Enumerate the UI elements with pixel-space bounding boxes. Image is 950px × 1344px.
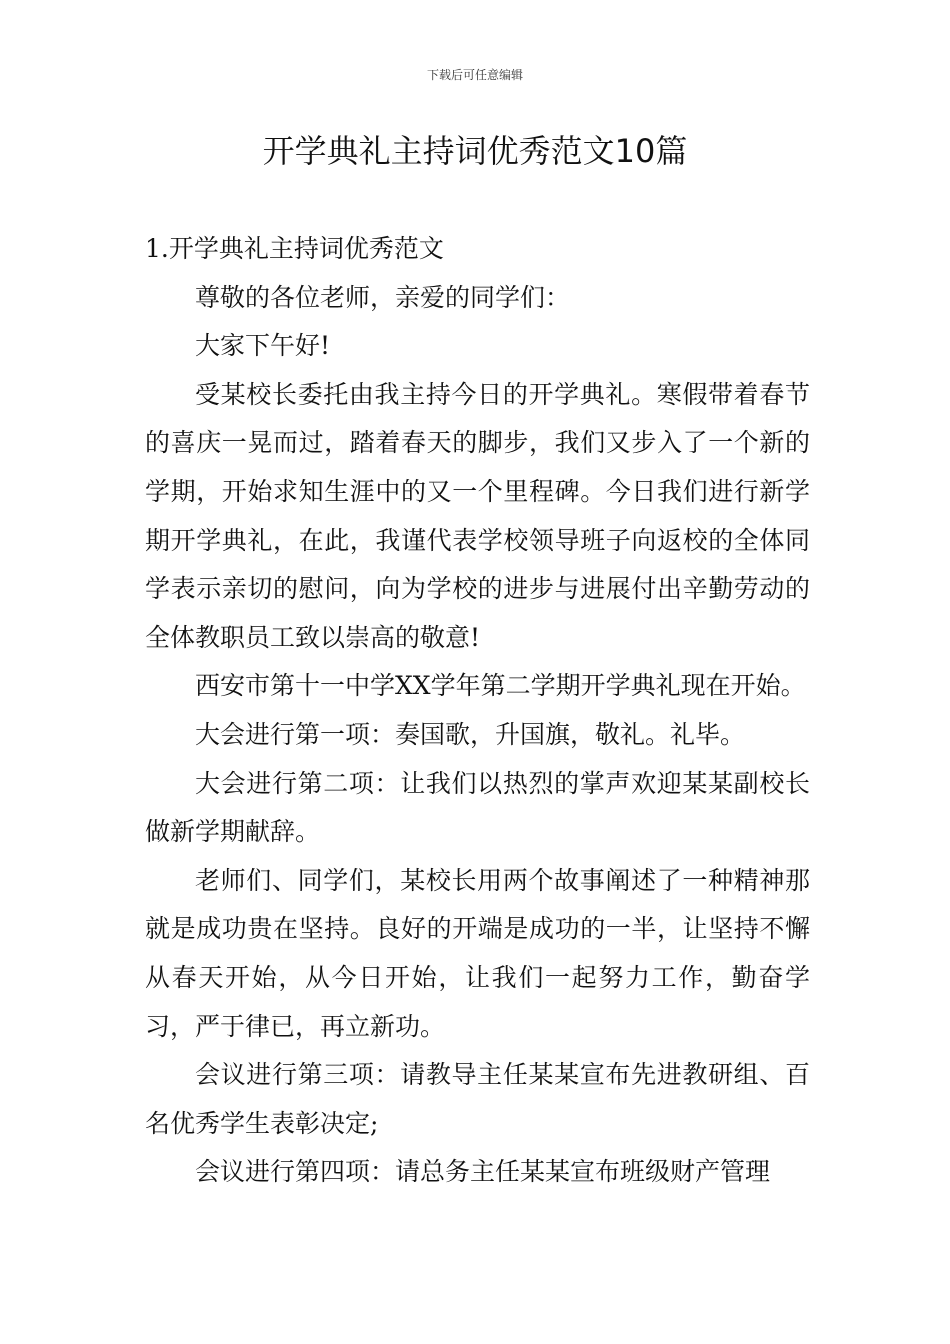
document-title: 开学典礼主持词优秀范文10篇 bbox=[262, 132, 688, 170]
paragraph-item-two: 大会进行第二项：让我们以热烈的掌声欢迎某某副校长做新学期献辞。 bbox=[145, 768, 810, 847]
paragraph-item-four: 会议进行第四项：请总务主任某某宣布班级财产管理 bbox=[195, 1157, 771, 1187]
paragraph-perseverance: 老师们、同学们，某校长用两个故事阐述了一种精神那就是成功贵在坚持。良好的开端是成功的一半，让坚持不懈从春天开始，从今日开始，让我们一起努力工作，勤奋学习，严于律已，再立新功。 bbox=[145, 865, 810, 1041]
paragraph-opening: 受某校长委托由我主持今日的开学典礼。寒假带着春节的喜庆一晃而过，踏着春天的脚步，我们又步入了一个新的学期，开始求知生涯中的又一个里程碑。今日我们进行新学期开学典礼，在此，我谨代表学校领导班子向返校的全体同学表示亲切的慰问，向为学校的进步与进展付出辛勤劳动的全体教职员工致以崇高的敬意! bbox=[145, 379, 810, 652]
section-heading: 1.开学典礼主持词优秀范文 bbox=[145, 234, 444, 263]
document-body bbox=[145, 225, 810, 1197]
paragraph-ceremony-start: 西安市第十一中学XX学年第二学期开学典礼现在开始。 bbox=[195, 671, 806, 701]
paragraph-item-one: 大会进行第一项：奏国歌，升国旗，敬礼。礼毕。 bbox=[195, 719, 746, 749]
paragraph-item-three: 会议进行第三项：请教导主任某某宣布先进教研组、百名优秀学生表彰决定; bbox=[145, 1060, 810, 1138]
header-note: 下载后可任意编辑 bbox=[426, 68, 523, 82]
paragraph-greeting: 尊敬的各位老师，亲爱的同学们： bbox=[195, 282, 571, 312]
paragraph-good-afternoon: 大家下午好! bbox=[195, 331, 331, 361]
